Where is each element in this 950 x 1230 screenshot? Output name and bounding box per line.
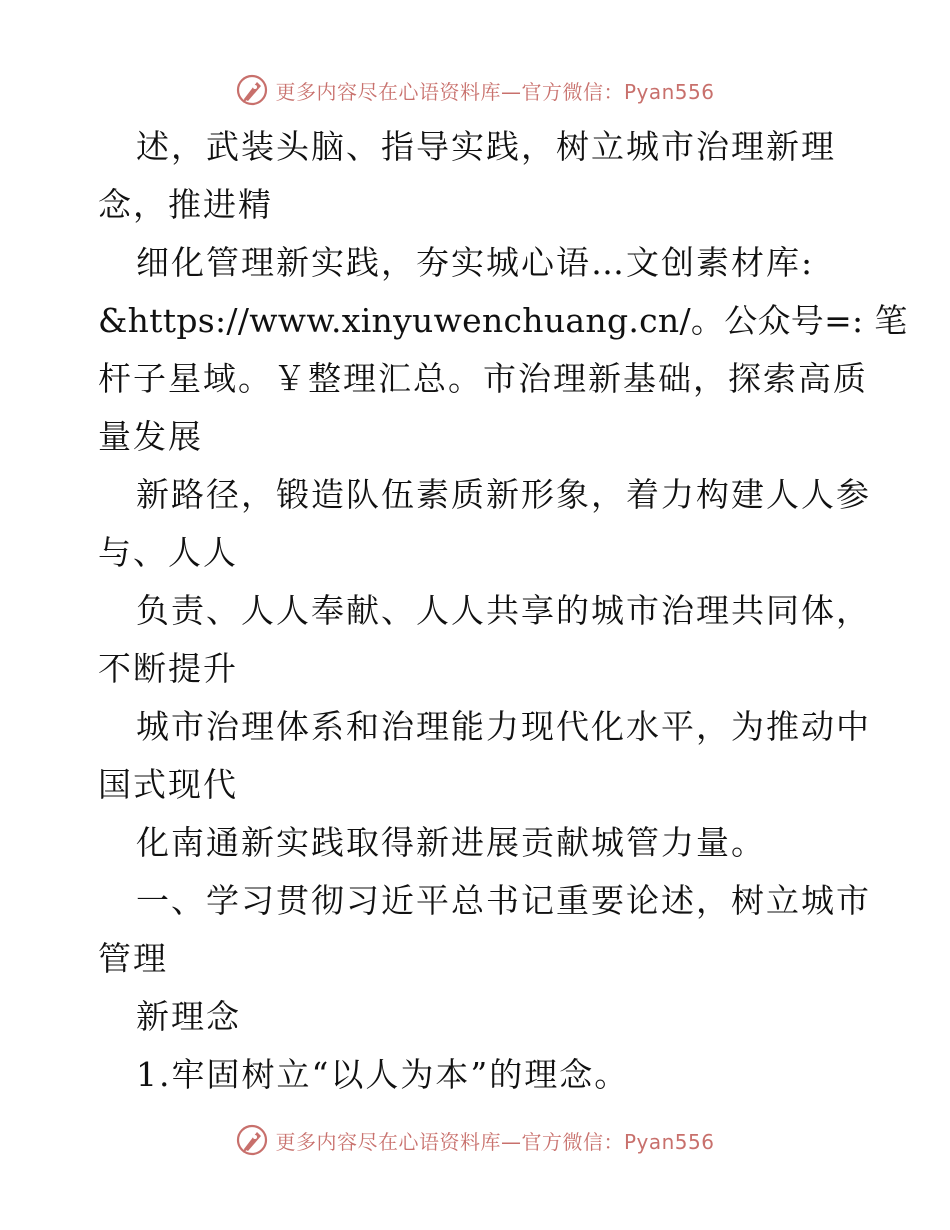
text-line: 国式现代 (98, 765, 238, 804)
text-line: 念，推进精 (98, 185, 273, 224)
text-line: 城市治理体系和治理能力现代化水平，为推动中 (136, 707, 871, 746)
text-line: 与、人人 (98, 533, 238, 572)
text-line: &https://www.xinyuwenchuang.cn/。公众号=: 笔 (98, 301, 908, 340)
text-line: 不断提升 (98, 649, 238, 688)
text-line: 新路径，锻造队伍素质新形象，着力构建人人参 (136, 475, 871, 514)
pen-nib-logo-icon (235, 73, 269, 107)
document-body (98, 118, 908, 1104)
section-heading: 一、学习贯彻习近平总书记重要论述，树立城市 (136, 881, 871, 920)
footer-banner (0, 1120, 950, 1160)
text-line: 杆子星域。￥整理汇总。市治理新基础，探索高质 (98, 359, 868, 398)
text-line: 新理念 (136, 997, 241, 1036)
header-banner-text: 更多内容尽在心语资料库—官方微信：Pyan556 (275, 79, 715, 104)
text-line: 负责、人人奉献、人人共享的城市治理共同体， (136, 591, 871, 630)
text-line: 管理 (98, 939, 168, 978)
pen-nib-logo-icon (235, 1123, 269, 1157)
text-line: 细化管理新实践，夯实城心语…文创素材库: (136, 243, 815, 282)
text-line: 化南通新实践取得新进展贡献城管力量。 (136, 823, 766, 862)
footer-banner-text: 更多内容尽在心语资料库—官方微信：Pyan556 (275, 1129, 715, 1154)
header-banner (0, 70, 950, 110)
text-line: 述，武装头脑、指导实践，树立城市治理新理 (136, 127, 836, 166)
subsection-heading: 1.牢固树立“以人为本”的理念。 (136, 1055, 630, 1094)
text-line: 量发展 (98, 417, 203, 456)
